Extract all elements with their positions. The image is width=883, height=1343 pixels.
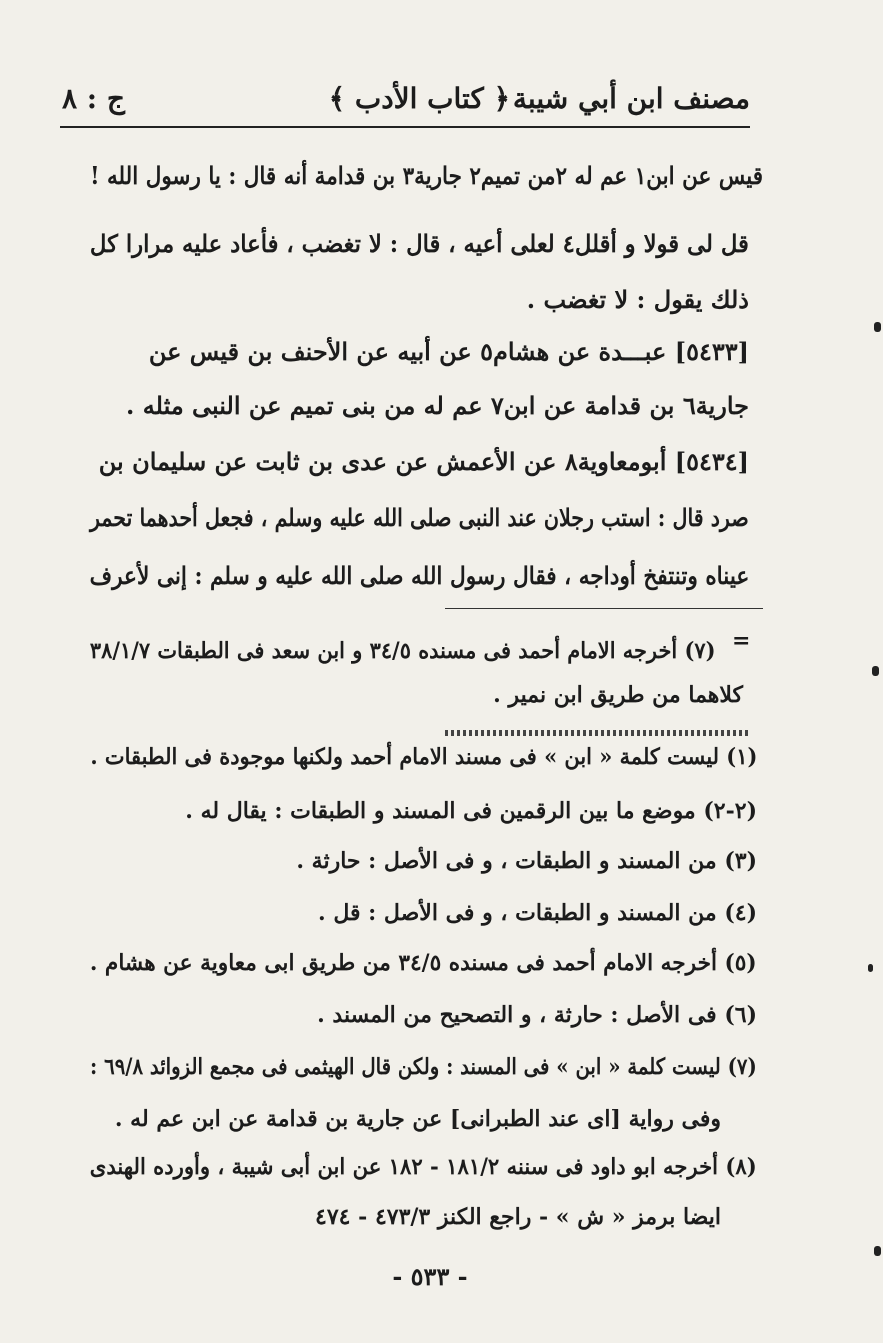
scan-speck — [874, 1246, 881, 1256]
continuation-mark: = — [732, 628, 751, 654]
footnote-7: (٧) ليست كلمة « ابن » فى المسند : ولكن قال الهيثمى فى مجمع الزوائد ٦٩/٨ : — [90, 1054, 757, 1080]
footnote-1: (١) ليست كلمة « ابن » فى مسند الامام أحمد ولكنها موجودة فى الطبقات . — [89, 744, 757, 770]
main-text-line: عيناه وتنتفخ أوداجه ، فقال رسول الله صلى الله عليه و سلم : إنى لأعرف — [89, 561, 749, 590]
main-text-line: ذلك يقول : لا تغضب . — [526, 285, 749, 314]
scan-speck — [868, 964, 873, 972]
footnote-separator — [445, 608, 763, 609]
footnote-7-continued: وفى رواية [اى عند الطبرانى] عن جارية بن قدامة عن ابن عم له . — [114, 1106, 721, 1132]
scan-speck — [872, 666, 879, 676]
carried-footnote-line: (٧) أخرجه الامام أحمد فى مسنده ٣٤/٥ و ابن سعد فى الطبقات ٣٨/١/٧ — [89, 638, 715, 664]
chapter-title: ﴿ كتاب الأدب ﴾ — [328, 82, 510, 115]
running-header — [60, 78, 750, 124]
carried-footnote-line: كلاهما من طريق ابن نمير . — [493, 682, 743, 708]
wavy-separator — [445, 730, 751, 736]
main-text-line: صرد قال : استب رجلان عند النبى صلى الله عليه وسلم ، فجعل أحدهما تحمر — [90, 503, 749, 532]
page-number: - ٥٣٣ - — [392, 1262, 468, 1291]
main-text-line: قيس عن ابن١ عم له ٢من تميم٢ جارية٣ بن قدامة أنه قال : يا رسول الله ! — [90, 161, 763, 190]
hadith-5434-line: [٥٤٣٤] أبومعاوية٨ عن الأعمش عن عدى بن ثابت عن سليمان بن — [98, 447, 749, 476]
main-text-line: جارية٦ بن قدامة عن ابن٧ عم له من بنى تميم عن النبى مثله . — [126, 391, 749, 420]
footnote-4: (٤) من المسند و الطبقات ، و فى الأصل : قل . — [318, 900, 757, 926]
footnote-6: (٦) فى الأصل : حارثة ، و التصحيح من المسند . — [317, 1002, 757, 1028]
footnote-8: (٨) أخرجه ابو داود فى سننه ١٨١/٢ - ١٨٢ عن ابن أبى شيبة ، وأورده الهندى — [90, 1154, 757, 1180]
footnote-2-2: (٢-٢) موضع ما بين الرقمين فى المسند و الطبقات : يقال له . — [185, 798, 757, 824]
footnote-8-continued: ايضا برمز « ش » - راجع الكنز ٤٧٣/٣ - ٤٧٤ — [315, 1204, 721, 1230]
footnote-3: (٣) من المسند و الطبقات ، و فى الأصل : حارثة . — [296, 848, 757, 874]
footnote-5: (٥) أخرجه الامام أحمد فى مسنده ٣٤/٥ من طريق ابى معاوية عن هشام . — [90, 950, 757, 976]
volume-number: ج : ٨ — [62, 82, 125, 115]
main-text-line: قل لى قولا و أقلل٤ لعلى أعيه ، قال : لا تغضب ، فأعاد عليه مرارا كل — [89, 229, 749, 258]
scan-speck — [874, 322, 881, 332]
hadith-5433-line: [٥٤٣٣] عبـــدة عن هشام٥ عن أبيه عن الأحنف بن قيس عن — [148, 337, 749, 366]
book-title: مصنف ابن أبي شيبة — [512, 82, 750, 115]
header-rule — [60, 126, 750, 128]
